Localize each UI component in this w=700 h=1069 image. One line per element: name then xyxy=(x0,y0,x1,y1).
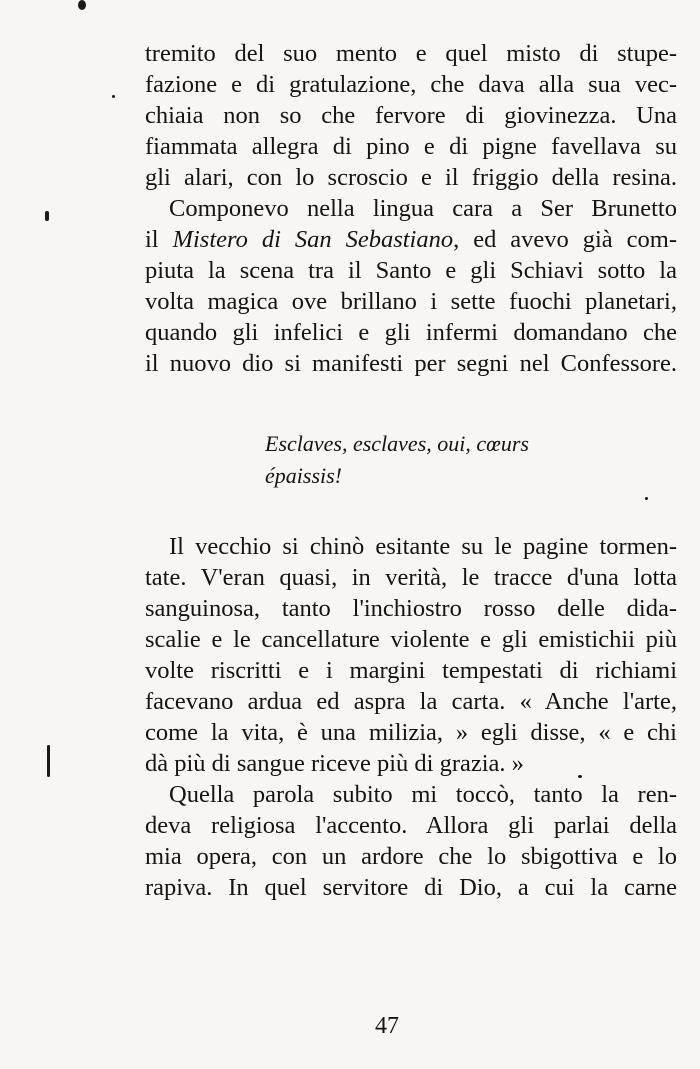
text-line: come la vita, è una milizia, » egli disse, « e chi xyxy=(145,719,677,746)
text-line: chiaia non so che fervore di giovinezza. Una xyxy=(145,102,677,129)
text-line-content: il Mistero di San Sebastiano, ed avevo già com- xyxy=(145,226,677,253)
text-line: fazione e di gratulazione, che dava alla sua vec- xyxy=(145,71,677,98)
scan-speck xyxy=(645,497,648,500)
text-line: tremito del suo mento e quel misto di stupe- xyxy=(145,40,677,67)
text-line: volte riscritti e i margini tempestati di richiami xyxy=(145,657,677,684)
page-number: 47 xyxy=(375,1013,399,1039)
quote-line: Esclaves, esclaves, oui, cœurs xyxy=(265,431,529,456)
text-line: deva religiosa l'accento. Allora gli parlai della xyxy=(145,812,677,839)
text-line: volta magica ove brillano i sette fuochi planetari, xyxy=(145,288,677,315)
scan-speck xyxy=(47,745,50,777)
text-line: sanguinosa, tanto l'inchiostro rosso delle dida- xyxy=(145,595,677,622)
text-line: Quella parola subito mi toccò, tanto la ren- xyxy=(169,781,677,808)
text-line: mia opera, con un ardore che lo sbigottiva e lo xyxy=(145,843,677,870)
text-line: il nuovo dio si manifesti per segni nel Confessore. xyxy=(145,350,677,377)
work-title: Mistero di San Sebastiano xyxy=(172,226,454,253)
text-block-top xyxy=(145,38,677,379)
text-line: Componevo nella lingua cara a Ser Brunetto xyxy=(169,195,677,222)
text-line: fiammata allegra di pino e di pigne favellava su xyxy=(145,133,677,160)
text-block-bottom xyxy=(145,531,677,903)
scan-speck xyxy=(78,0,86,10)
text-line: dà più di sangue riceve più di grazia. » xyxy=(145,750,524,777)
text-line: quando gli infelici e gli infermi domandano che xyxy=(145,319,677,346)
epigraph-quote xyxy=(265,428,529,492)
text-line: piuta la scena tra il Santo e gli Schiavi sotto la xyxy=(145,257,677,284)
scan-speck xyxy=(45,211,49,221)
quote-line: épaissis! xyxy=(265,463,342,488)
text-line: scalie e le cancellature violente e gli emistichii più xyxy=(145,626,677,653)
text-line xyxy=(145,224,677,255)
text-line: gli alari, con lo scroscio e il friggio della resina. xyxy=(145,164,677,191)
scan-speck xyxy=(112,95,115,98)
text-line: tate. V'eran quasi, in verità, le tracce d'una lotta xyxy=(145,564,677,591)
text-line: rapiva. In quel servitore di Dio, a cui la carne xyxy=(145,874,677,901)
text-line: facevano ardua ed aspra la carta. « Anche l'arte, xyxy=(145,688,677,715)
text-line: Il vecchio si chinò esitante su le pagine tormen- xyxy=(169,533,677,560)
